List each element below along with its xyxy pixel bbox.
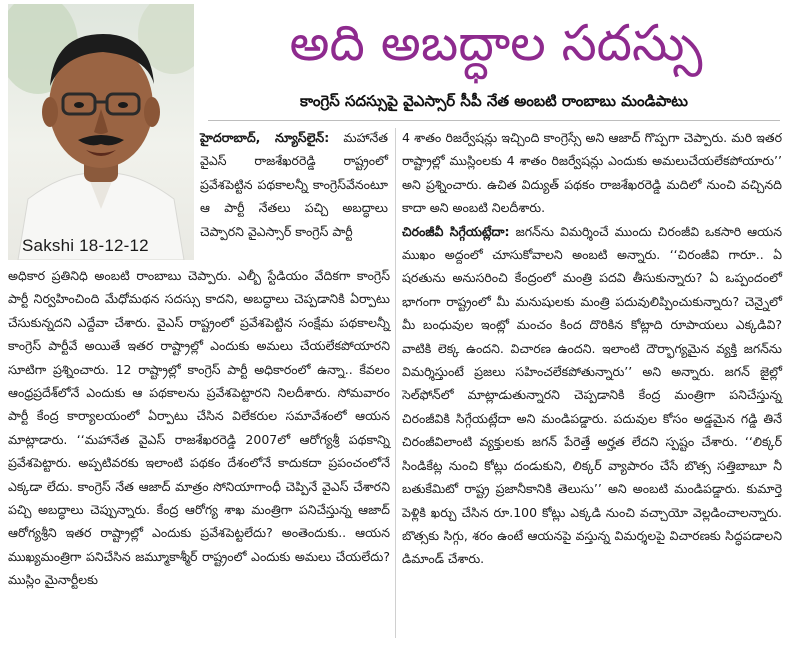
column-divider — [395, 128, 396, 638]
photo-caption: Sakshi 18-12-12 — [22, 236, 149, 255]
paragraph-intro-text: మహానేత వైఎస్ రాజశేఖరరెడ్డి రాష్ట్రంలో ప్రవేశపెట్టిన పథకాలన్నీ కాంగ్రెస్‌వేనంటూ ఆ పార్టీ నేతలు పచ్చి అబద్ధాలు చెప్పారని వైఎస్సార్ కాంగ్రెస్ పార్టీ — [200, 130, 388, 239]
paragraph-body-left: అధికార ప్రతినిధి అంబటి రాంబాబు చెప్పారు. ఎల్బీ స్టేడియం వేదికగా కాంగ్రెస్ పార్టీ నిర్వహించింది మేధోమథన సదస్సు కాదని, అబద్ధాలు చెప్పడానికి ఏర్పాటు చేసుకున్నదని ఎద్దేవా చేశారు. వైఎస్ రాష్ట్రంలో ప్రవేశపెట్టిన సంక్షేమ పథకాలన్నీ కాంగ్రెస్ పార్టీవే అయితే ఇతర రాష్ట్రాల్లో ఎందుకు అమలు చేయలేకపోయారని సూటిగా ప్రశ్నించారు. 12 రాష్ట్రాల్లో కాంగ్రెస్ పార్టీ అధికారంలో ఉన్నా.. కేవలం ఆంధ్రప్రదేశ్‌లోనే ఎందుకు ఆ పథకాలను ప్రవేశపెట్టారని నిలదీశారు. సోమవారం పార్టీ కేంద్ర కార్యాలయంలో ఏర్పాటు చేసిన విలేకరుల సమావేశంలో ఆయన మాట్లాడారు. ‘‘మహానేత వైఎస్ రాజశేఖరరెడ్డి 2007లో ఆరోగ్యశ్రీ పథకాన్ని ప్రవేశపెట్టారు. అప్పటివరకు ఇలాంటి పథకం దేశంలోనే కాదుకదా ప్రపంచంలోనే ఎక్కడా లేదు. కాంగ్రెస్ నేత ఆజాద్ మాత్రం సోనియాగాంధీ చెప్పినే వైఎస్ చేశారని పచ్చి అబద్ధాలు చెప్పున్నారు. కేంద్ర ఆరోగ్య శాఖ మంత్రిగా పనిచేస్తున్న ఆజాద్ ఆరోగ్యశ్రీని ఇతర రాష్ట్రాల్లో ఎందుకు ప్రవేశపెట్టలేదు? అంతెందుకు.. ఆయన ముఖ్యమంత్రిగా పనిచేసిన జమ్మూకాశ్మీర్ రాష్ట్రంలో ఎందుకు అమలు చేయలేదు? ముస్లిం మైనార్టీలకు — [8, 268, 390, 588]
paragraph-right-2 — [402, 220, 782, 571]
article-headline: అది అబద్ధాల సదస్సు — [289, 14, 703, 72]
column-left-top — [200, 126, 388, 243]
article-subheadline: కాంగ్రెస్ సదస్సుపై వైఎస్సార్ సీపీ నేత అంబటి రాంబాబు మండిపాటు — [300, 92, 688, 110]
paragraph-right-2-text: జగన్‌ను విమర్శించే ముందు చిరంజీవి ఒకసారి ఆయన ముఖం అద్దంలో చూసుకోవాలని అంబటి అన్నారు. ‘‘చిరంజీవి గారూ.. ఏ షరతును అనుసరించి కేంద్రంలో మంత్రి పదవి తీసుకున్నారు? ఏ ఒప్పందంలో భాగంగా రాష్ట్రంలో మీ మనుషులకు మంత్రి పదువులిప్పించుకున్నారు? చెన్నైలో మీ బంధువుల ఇంట్లో మంచం కింద దొరికిన కోట్లాది రూపాయలు ఎక్కడివి? వాటికి లెక్క ఉందని. విచారణ ఉందని. ఇలాంటి దౌర్భాగ్యమైన వ్యక్తి జగన్‌ను విమర్శిస్తుంటే ప్రజలు సహించలేకపోతున్నారు’’ అని అన్నారు. జగన్ జైల్లో సెల్‌ఫోన్‌లో మాట్లాడుతున్నారని చెప్పడానికి కేంద్ర మంత్రిగా పనిచేస్తున్న చిరంజీవికి సిగ్గేయట్లేదా అని మండిపడ్డారు. పదువుల కోసం అడ్డమైన గడ్డి తినే చిరంజీవిలాంటి వ్యక్తులకు జగన్ పేరెత్తే అర్హత లేదని స్పష్టం చేశారు. ‘‘లిక్కర్ సిండికేట్ల నుంచి కోట్లు దండుకుని, లిక్కర్ వ్యాపారం చేసే బొత్స సత్తిబాబూ నీ బతుకేమిటో రాష్ట్ర ప్రజానీకానికి తెలుసు’’ అని అంబటి మండిపడ్డారు. కుమార్తె పెళ్లికి ఖర్చు చేసిన రూ.100 కోట్లు ఎక్కడి నుంచి వచ్చాయో వెల్లడించాలన్నారు. బొత్సకు సిగ్గు, శరం ఉంటే ఆయనపై వస్తున్న విమర్శలపై విచారణకు సిద్ధపడాలని డిమాండ్ చేశారు. — [402, 223, 782, 567]
paragraph-right-1: 4 శాతం రిజర్వేషన్లు ఇచ్చింది కాంగ్రెస్సే అని ఆజాద్ గొప్పగా చెప్పారు. మరి ఇతర రాష్ట్రాల్లో ముస్లింలకు 4 శాతం రిజర్వేషన్లు ఎందుకు అమలుచేయలేకపోయారు’’ అని ప్రశ్నించారు. ఉచిత విద్యుత్ పథకం రాజశేఖరరెడ్డి మదిలో నుంచి వచ్చినది కాదా అని అంబటి నిలదీశారు. — [402, 130, 782, 216]
dateline: హైదరాబాద్, న్యూస్‌లైన్: — [200, 130, 330, 145]
portrait-illustration — [8, 4, 194, 260]
column-left-bottom — [8, 264, 390, 592]
politician-photo — [8, 4, 194, 260]
headline-rule — [208, 120, 780, 121]
inline-subheading: చిరంజీవీ సిగ్గేయట్లేదా: — [402, 223, 510, 239]
paragraph-intro — [200, 126, 388, 243]
column-right — [402, 126, 782, 571]
